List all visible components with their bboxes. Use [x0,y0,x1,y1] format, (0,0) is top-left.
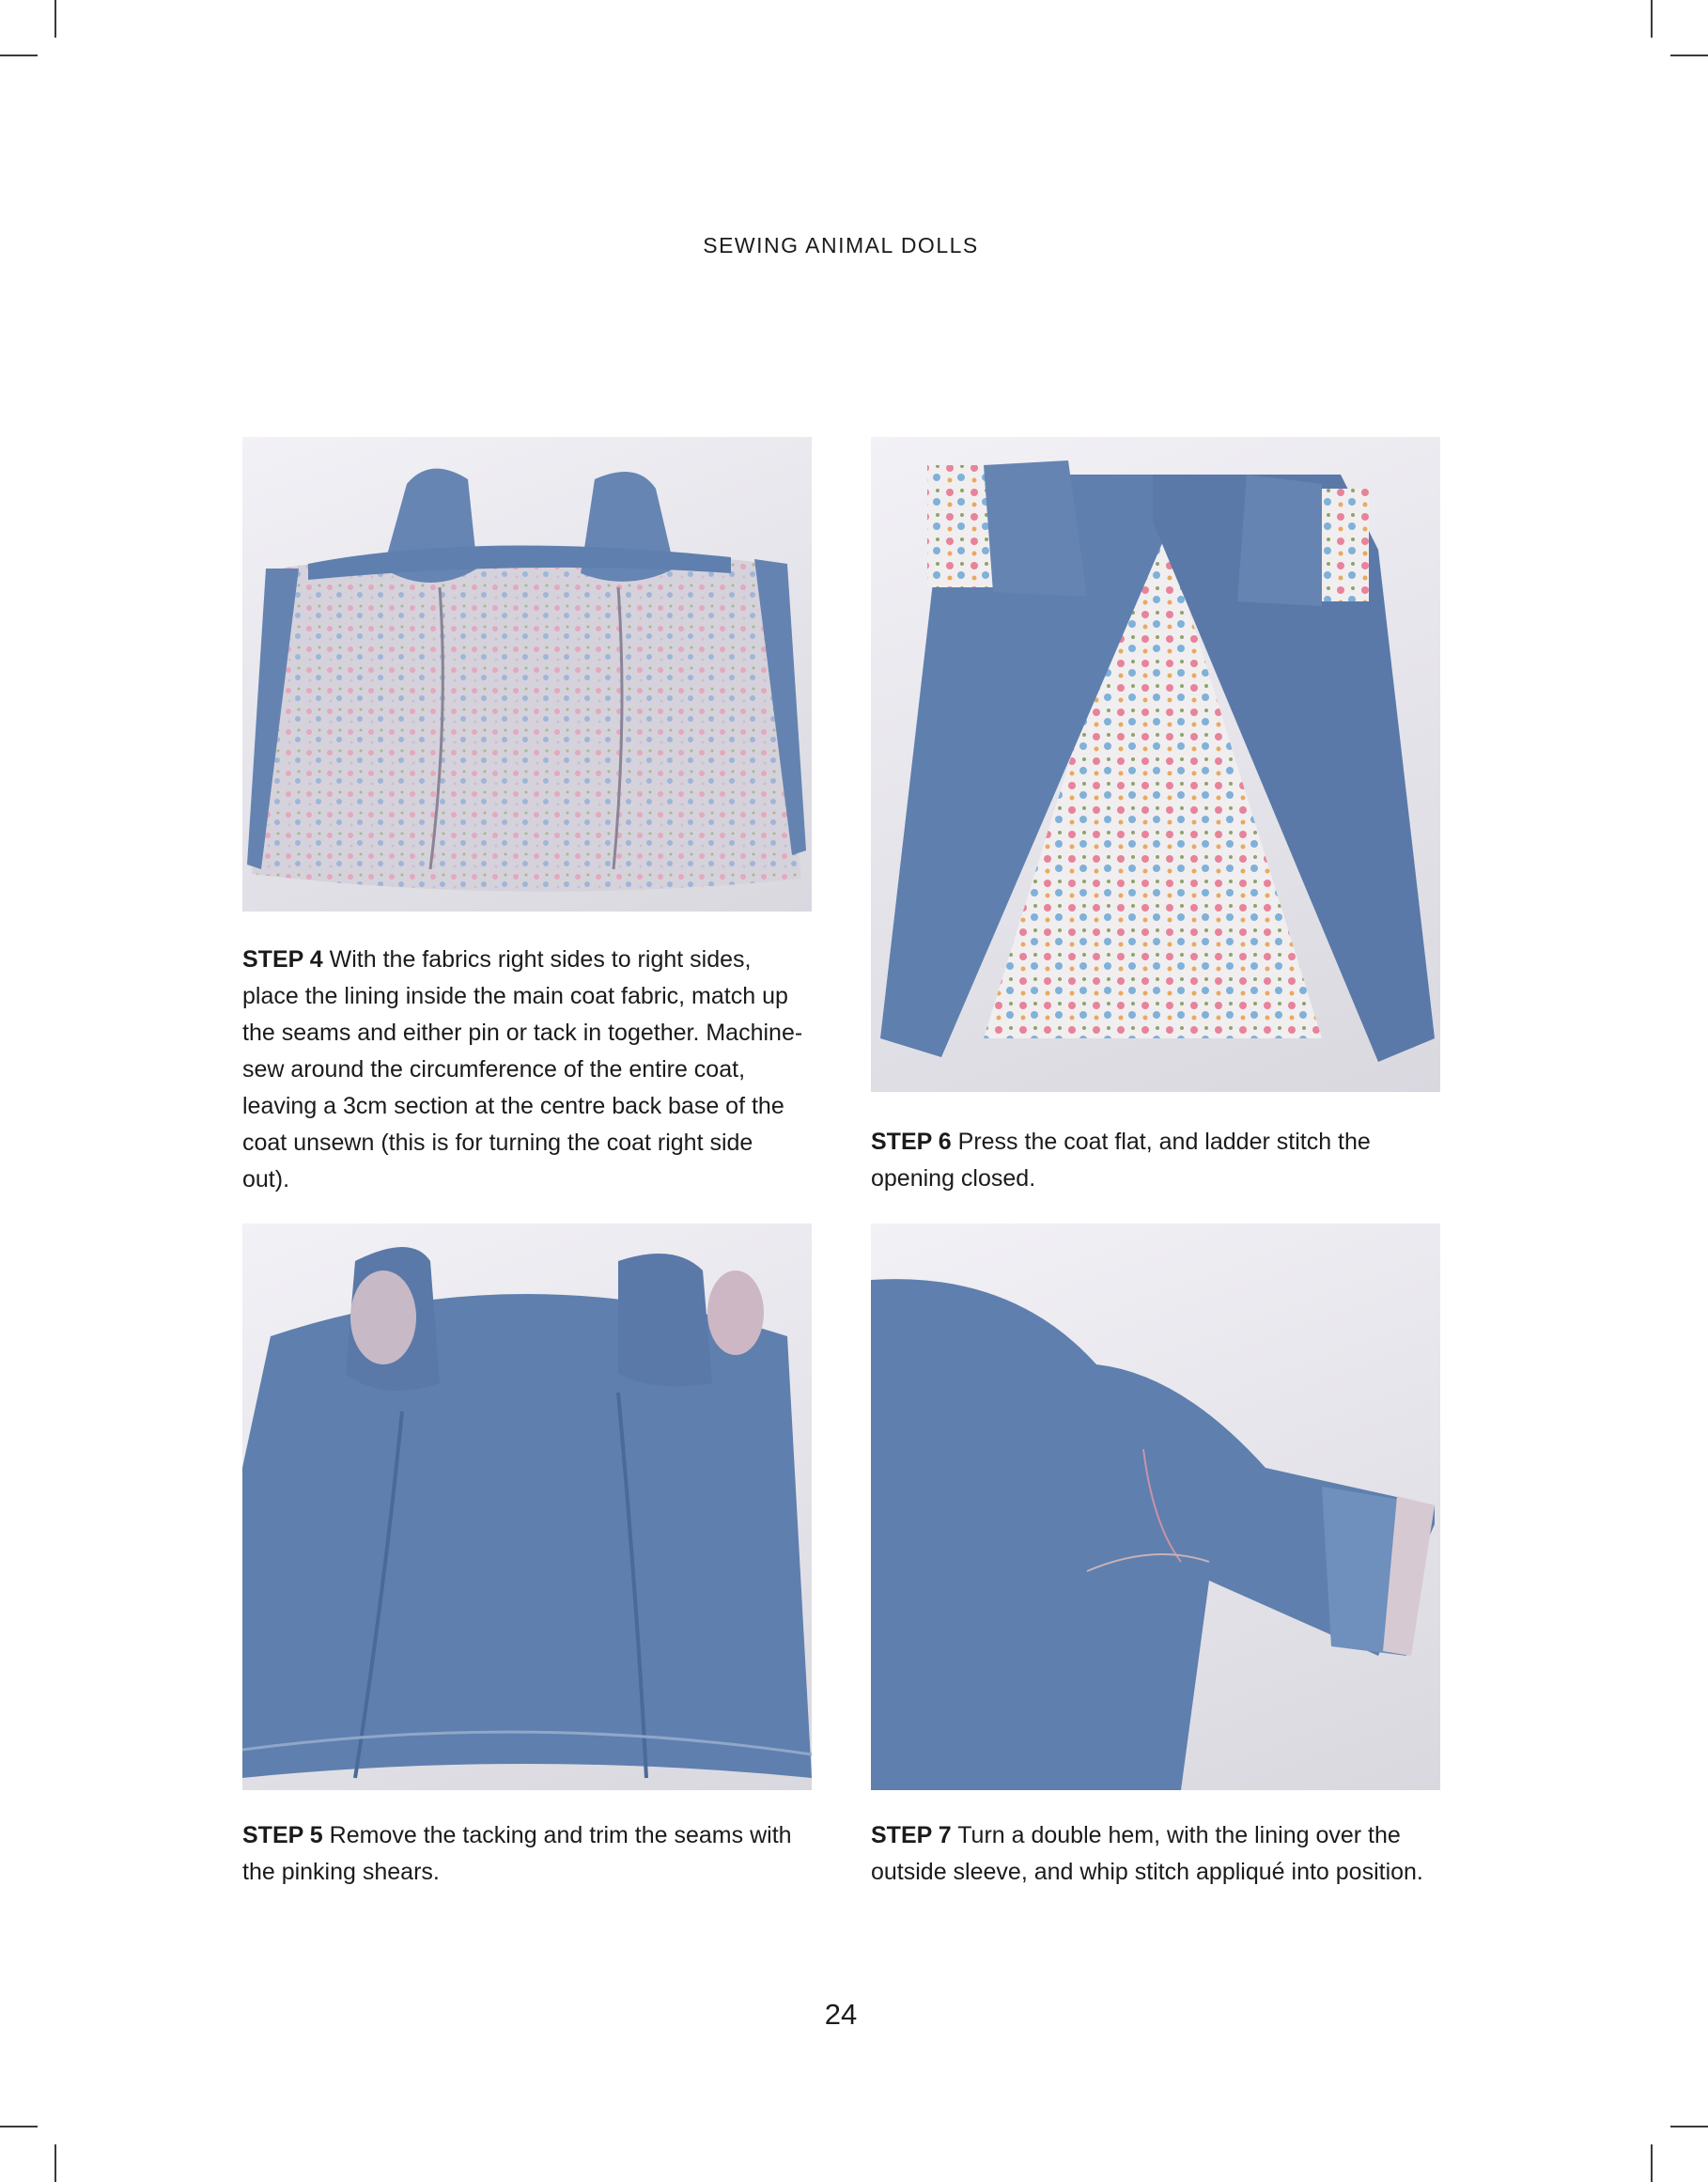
crop-mark [54,2144,56,2182]
step-7-photo [871,1223,1440,1790]
running-head: SEWING ANIMAL DOLLS [703,233,979,257]
crop-mark [0,2126,38,2127]
step-text: With the fabrics right sides to right sides, place the lining inside the main coat fabric, match up the seams and either pin or tack in together. Machine-sew around the circumference of the entire coat, leaving a 3cm section at the centre back base of the coat unsewn (this is for turning the coat right side out). [242,946,803,1192]
step-label: STEP 5 [242,1822,323,1848]
step-label: STEP 7 [871,1822,952,1848]
step-7-caption [871,1817,1453,1891]
step-4-photo [242,437,812,912]
step-5-caption [242,1817,806,1891]
crop-mark [1670,2126,1708,2127]
crop-mark [1670,55,1708,56]
step-label: STEP 6 [871,1129,952,1155]
crop-mark [1651,0,1653,38]
crop-mark [1651,2144,1653,2182]
step-label: STEP 4 [242,946,323,973]
step-text: Remove the tacking and trim the seams with the pinking shears. [242,1822,792,1885]
step-text: Press the coat flat, and ladder stitch the opening closed. [871,1129,1371,1192]
crop-mark [54,0,56,38]
step-text: Turn a double hem, with the lining over the outside sleeve, and whip stitch appliqué into position. [871,1822,1423,1885]
step-6-photo [871,437,1440,1092]
page-number: 24 [824,1998,858,2031]
crop-mark [0,55,38,56]
step-4-caption [242,942,806,1198]
step-5-photo [242,1223,812,1790]
step-6-caption [871,1124,1435,1197]
